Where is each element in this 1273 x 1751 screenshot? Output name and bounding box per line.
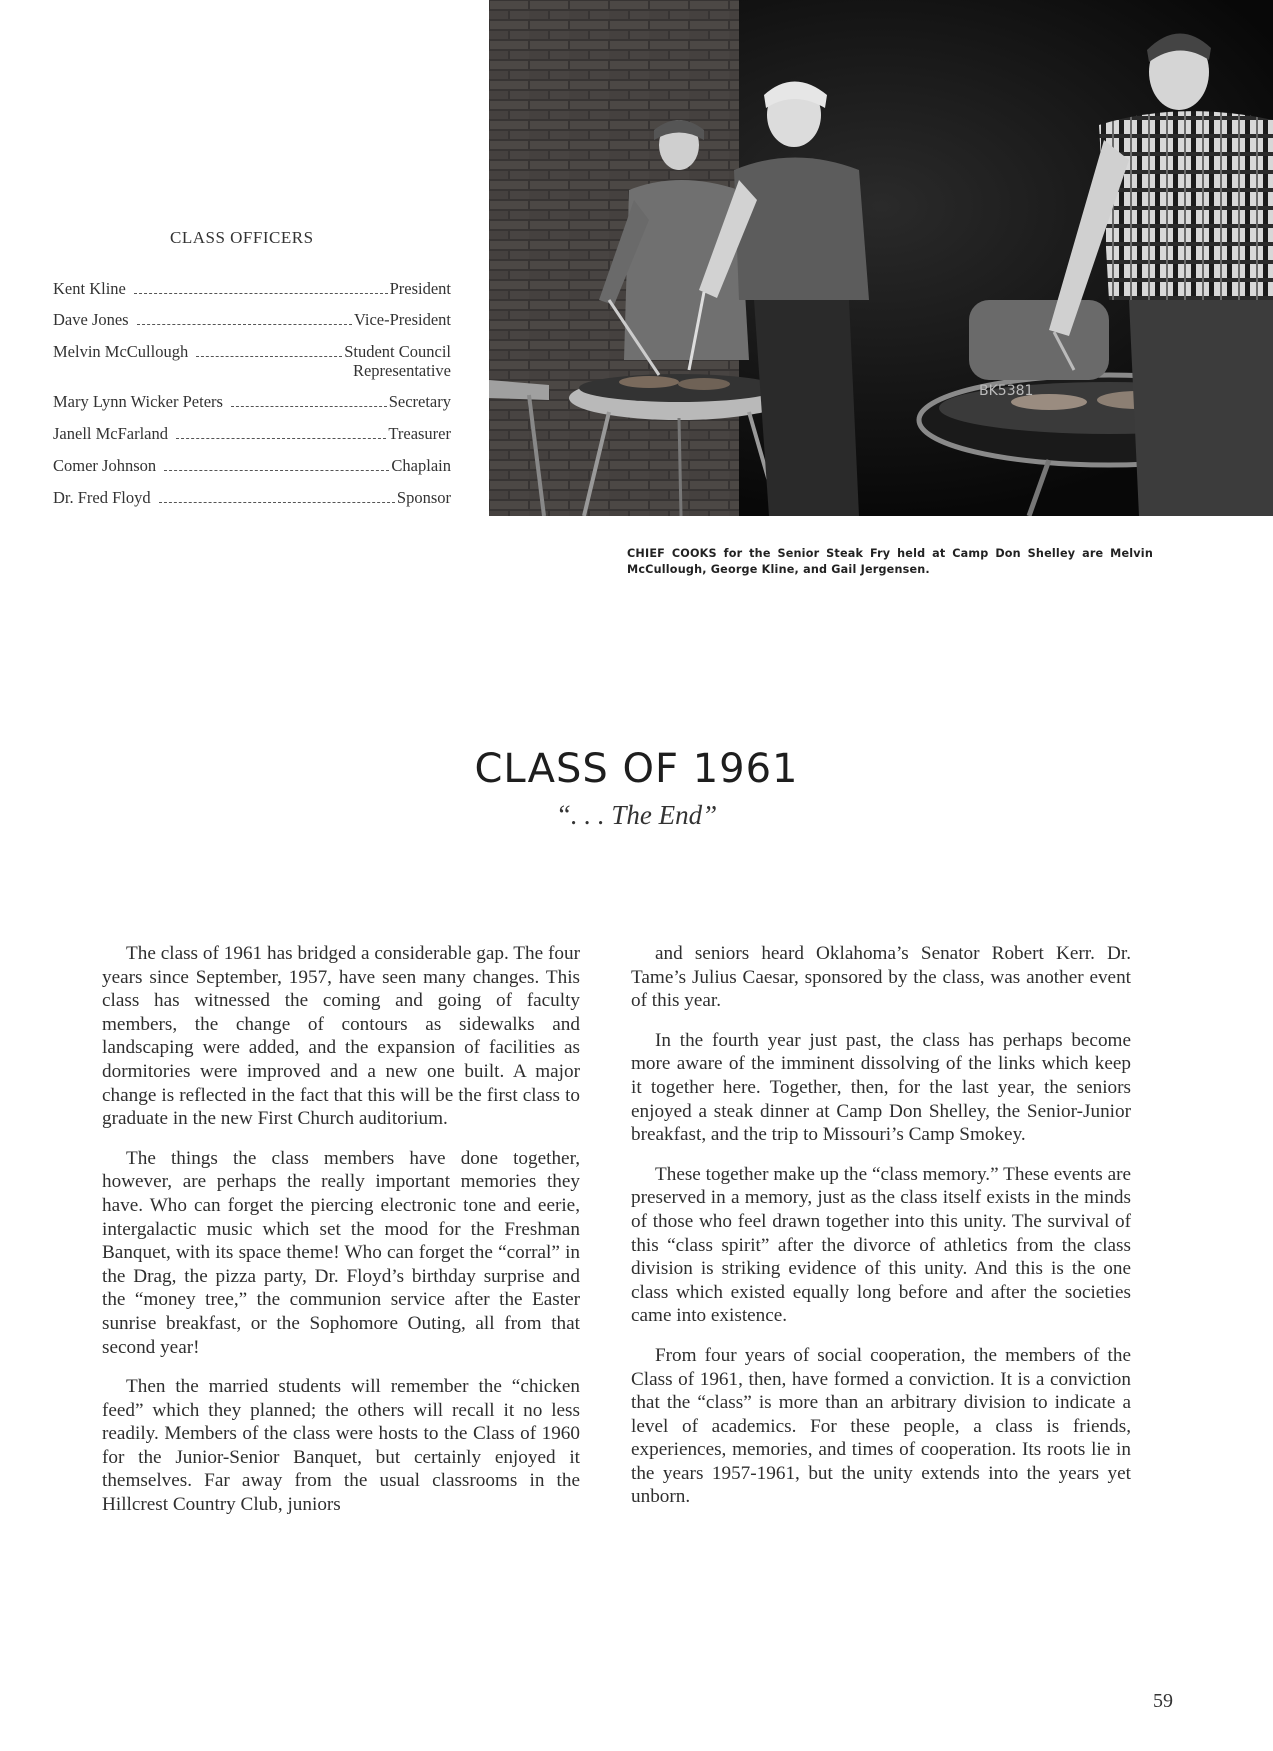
officer-row [53, 279, 451, 299]
officer-name: Janell McFarland [53, 424, 169, 443]
leader-dashes [159, 501, 395, 503]
leader-dashes [134, 292, 388, 294]
officer-role: Sponsor [396, 488, 451, 507]
leader-dashes [196, 355, 342, 357]
article-paragraph: Then the married students will remember the “chicken feed” which they planned; the others will recall it no less readily. Members of the class were hosts to the Class of 1960 for the Junior-Senior Banquet, but certainly enjoyed it themselves. Far away from the usual classrooms in the Hillcrest Country Club, juniors [102, 1376, 580, 1516]
officer-name: Dave Jones [53, 310, 129, 329]
officer-name: Melvin McCullough [53, 342, 189, 361]
leader-dashes [164, 469, 389, 471]
officer-row [53, 310, 451, 330]
officer-role: Treasurer [388, 424, 451, 443]
officer-role-line: Student Council [344, 342, 451, 361]
officer-role: Secretary [388, 392, 451, 411]
leader-dashes [137, 323, 352, 325]
steak-fry-photo [489, 0, 1273, 516]
officer-role-line: Representative [352, 361, 451, 380]
officer-row [53, 424, 451, 444]
officer-name: Mary Lynn Wicker Peters [53, 392, 223, 411]
article-column-left [102, 942, 580, 1533]
officer-role [344, 342, 451, 380]
officer-row [53, 392, 451, 412]
page-subtitle: “. . . The End” [555, 800, 718, 830]
photo-caption: CHIEF COOKS for the Senior Steak Fry held at Camp Don Shelley are Melvin McCullough, George Kline, and Gail Jergensen. [627, 547, 1153, 576]
license-plate-text: BK5381 [979, 383, 1034, 399]
officer-row [53, 488, 451, 508]
officer-name: Dr. Fred Floyd [53, 488, 151, 507]
article-paragraph: These together make up the “class memory.” These events are preserved in a memory, just as the class itself exists in the minds of those who feel drawn together into this unity. The survival of this “class spirit” after the divorce of athletics from the class division is striking evidence of this unity. And this is the one class which existed equally long before and after the societies came into existence. [631, 1163, 1131, 1327]
leader-dashes [176, 437, 386, 439]
officer-name: Kent Kline [53, 279, 126, 298]
article-paragraph: The class of 1961 has bridged a considerable gap. The four years since September, 1957, have seen many changes. This class has witnessed the coming and going of faculty members, the change of contours as sidewalks and landscaping were added, and the expansion of facilities as dormitories were improved and a new one built. A major change is reflected in the fact that this will be the first class to graduate in the new First Church auditorium. [102, 943, 580, 1130]
article-paragraph: The things the class members have done together, however, are perhaps the really important memories they have. Who can forget the piercing electronic tone and eerie, intergalactic music which set the mood for the Freshman Banquet, with its space theme! Who can forget the “corral” in the Drag, the pizza party, Dr. Floyd’s birthday surprise and the “money tree,” the communion service after the Easter sunrise breakfast, or the Sophomore Outing, all from that second year! [102, 1147, 580, 1358]
page-title: CLASS OF 1961 [474, 746, 799, 792]
officer-role: President [389, 279, 451, 298]
leader-dashes [231, 405, 387, 407]
article-paragraph: In the fourth year just past, the class has perhaps become more aware of the imminent dissolving of the links which keep it together here. Together, then, for the last year, the seniors enjoyed a steak dinner at Camp Don Shelley, the Senior-Junior breakfast, and the trip to Missouri’s Camp Smokey. [631, 1029, 1131, 1146]
article-paragraph: and seniors heard Oklahoma’s Senator Robert Kerr. Dr. Tame’s Julius Caesar, sponsored by the class, was another event of this year. [631, 943, 1131, 1012]
officer-role: Chaplain [391, 456, 451, 475]
article-column-right [631, 942, 1131, 1525]
page-number: 59 [1153, 1690, 1173, 1712]
officer-row [53, 342, 451, 380]
officer-row [53, 456, 451, 476]
officer-role: Vice-President [353, 310, 451, 329]
officer-name: Comer Johnson [53, 456, 157, 475]
officers-heading: CLASS OFFICERS [170, 228, 314, 247]
article-paragraph: From four years of social cooperation, the members of the Class of 1961, then, have formed a conviction. It is a conviction that the “class” is more than an arbitrary division to indicate a level of academics. For these people, a class is friends, experiences, memories, and times of cooperation. Its roots lie in the years 1957-1961, but the unity extends into the years yet unborn. [631, 1344, 1131, 1508]
